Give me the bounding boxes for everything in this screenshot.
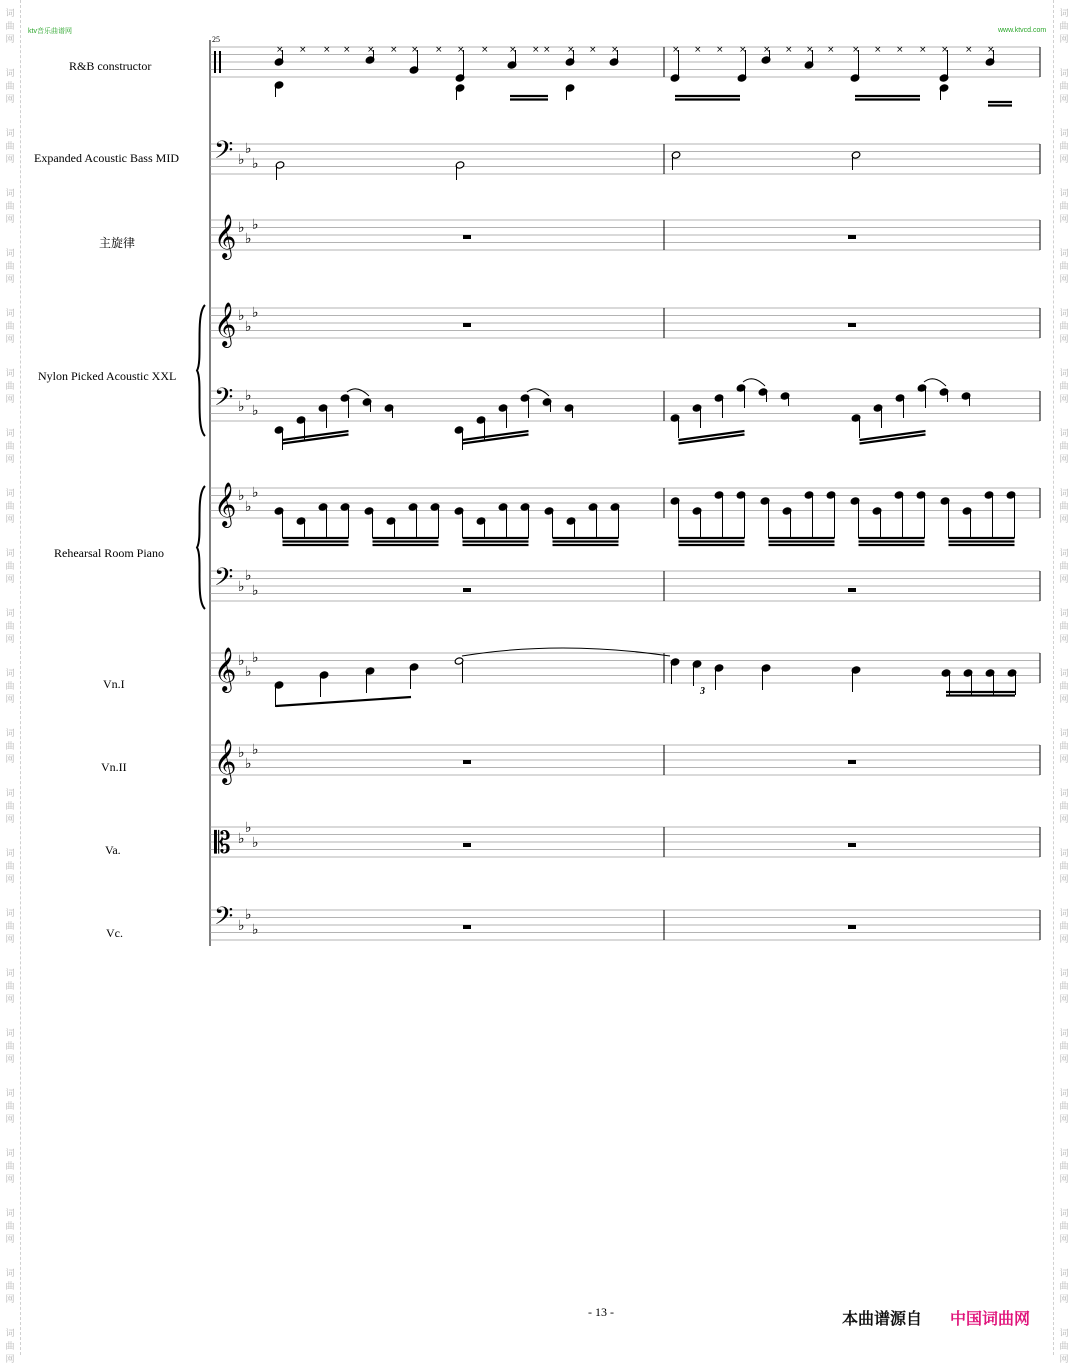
flat-icon: ♭ [238,831,245,847]
cross-notehead: × [435,45,443,55]
tie [924,379,946,386]
page-number: - 13 - [588,1305,614,1319]
watermark-text: 词 曲 网 [1059,309,1069,345]
flat-icon: ♭ [238,488,245,504]
header-left-link[interactable]: ktv音乐曲谱网 [28,28,72,35]
cross-notehead: × [919,45,927,55]
whole-rest [848,843,856,847]
cross-notehead: × [672,45,680,55]
clef-icon: 𝄞 [214,739,237,783]
watermark-text: 词 曲 网 [5,1029,15,1065]
watermark-text: 词 曲 网 [1059,129,1069,165]
flat-icon: ♭ [238,653,245,669]
flat-icon: ♭ [252,485,259,501]
cross-notehead: × [457,45,465,55]
clef-icon: 𝄡 [214,826,231,861]
flat-icon: ♭ [238,745,245,761]
whole-rest [463,925,471,929]
flat-icon: ♭ [252,583,259,599]
cross-notehead: × [874,45,882,55]
flat-icon: ♭ [245,907,252,923]
watermark-text: 词 曲 网 [1059,549,1069,585]
cross-notehead: × [509,45,517,55]
watermark-text: 词 曲 网 [1059,69,1069,105]
instrument-label-rnb: R&B constructor [69,59,152,73]
flat-icon: ♭ [245,820,252,836]
watermark-text: 词 曲 网 [1059,609,1069,645]
watermark-text: 词 曲 网 [5,549,15,585]
cross-notehead: × [896,45,904,55]
flat-icon: ♭ [252,742,259,758]
flat-icon: ♭ [245,499,252,515]
cross-notehead: × [987,45,995,55]
cross-notehead: × [543,45,551,55]
watermark-text: 词 曲 网 [1059,1029,1069,1065]
watermark-text: 词 曲 网 [1059,489,1069,525]
whole-rest [848,235,856,239]
whole-rest [848,323,856,327]
watermark-text: 词 曲 网 [5,1269,15,1305]
watermark-text: 词 曲 网 [1059,1329,1069,1365]
cross-notehead: × [481,45,489,55]
cross-notehead: × [367,45,375,55]
clef-icon: 𝄢 [214,136,234,171]
instrument-label-melody: 主旋律 [99,236,136,250]
watermark-text: 词 曲 网 [5,789,15,825]
clef-icon: 𝄢 [214,902,234,937]
cross-notehead: × [785,45,793,55]
instrument-label-vc: Vc. [106,926,123,940]
cross-notehead: × [276,45,284,55]
whole-rest [848,588,856,592]
watermark-text: 词 曲 网 [5,369,15,405]
cross-notehead: × [343,45,351,55]
notes [274,45,1017,929]
flat-icon: ♭ [238,579,245,595]
watermark-text: 词 曲 网 [1059,369,1069,405]
watermark-text: 词 曲 网 [1059,789,1069,825]
slur [462,648,670,656]
flat-icon: ♭ [252,156,259,172]
cross-notehead: × [941,45,949,55]
cross-notehead: × [611,45,619,55]
watermark-text: 词 曲 网 [5,9,15,45]
flat-icon: ♭ [245,141,252,157]
cross-notehead: × [299,45,307,55]
percussion-clef-icon [214,51,216,73]
cross-notehead: × [965,45,973,55]
header-right-link[interactable]: www.ktvcd.com [998,27,1047,34]
flat-icon: ♭ [245,756,252,772]
whole-rest [848,760,856,764]
flat-icon: ♭ [252,650,259,666]
watermark-text: 词 曲 网 [1059,909,1069,945]
watermark-text: 词 曲 网 [1059,669,1069,705]
whole-rest [463,235,471,239]
watermark-text: 词 曲 网 [5,1149,15,1185]
watermark-text: 词 曲 网 [1059,1269,1069,1305]
watermark-text: 词 曲 网 [1059,189,1069,225]
whole-rest [463,323,471,327]
watermark-text: 词 曲 网 [5,729,15,765]
tie [743,379,765,386]
measure-number: 25 [212,35,220,44]
watermark-text: 词 曲 网 [5,669,15,705]
flat-icon: ♭ [252,217,259,233]
watermark-text: 词 曲 网 [5,129,15,165]
cross-notehead: × [852,45,860,55]
cross-notehead: × [323,45,331,55]
watermark-text: 词 曲 网 [1059,249,1069,285]
tie [347,389,369,396]
watermark-text: 词 曲 网 [5,309,15,345]
cross-notehead: × [532,45,540,55]
instrument-label-va: Va. [105,843,121,857]
brace-piano [197,486,205,609]
watermark-text: 词 曲 网 [1059,1089,1069,1125]
cross-notehead: × [716,45,724,55]
watermark-text: 词 曲 网 [5,1209,15,1245]
watermark-text: 词 曲 网 [5,489,15,525]
footer-source-label: 本曲谱源自 [842,1309,923,1328]
flat-icon: ♭ [245,231,252,247]
clef-icon: 𝄢 [214,563,234,598]
flat-icon: ♭ [238,152,245,168]
clef-icon: 𝄞 [214,302,237,346]
instrument-label-bass: Expanded Acoustic Bass MID [34,151,179,165]
whole-rest [848,925,856,929]
watermark-text: 词 曲 网 [5,69,15,105]
watermark-text: 词 曲 网 [5,969,15,1005]
cross-notehead: × [694,45,702,55]
clef-icon: 𝄞 [214,647,237,691]
whole-rest [463,843,471,847]
cross-notehead: × [567,45,575,55]
percussion-clef-icon [219,51,221,73]
watermark-text: 词 曲 网 [1059,729,1069,765]
watermark-text: 词 曲 网 [5,189,15,225]
watermark-text: 词 曲 网 [1059,429,1069,465]
watermark-text: 词 曲 网 [5,249,15,285]
watermark-text: 词 曲 网 [5,429,15,465]
flat-icon: ♭ [238,399,245,415]
flat-icon: ♭ [245,319,252,335]
instrument-label-piano: Rehearsal Room Piano [54,546,164,560]
cross-notehead: × [390,45,398,55]
clef-icon: 𝄢 [214,383,234,418]
flat-icon: ♭ [238,308,245,324]
watermark-text: 词 曲 网 [1059,1149,1069,1185]
watermark-text: 词 曲 网 [1059,969,1069,1005]
tuplet-label: 3 [700,686,705,697]
watermark-text: 词 曲 网 [1059,1209,1069,1245]
flat-icon: ♭ [238,918,245,934]
instrument-label-vn2: Vn.II [101,760,127,774]
watermark-text: 词 曲 网 [5,609,15,645]
clef-icon: 𝄞 [214,482,237,526]
watermark-text: 词 曲 网 [5,849,15,885]
cross-notehead: × [763,45,771,55]
brace-nylon [197,305,205,436]
tie [527,389,549,396]
flat-icon: ♭ [252,305,259,321]
beam [276,697,411,706]
whole-rest [463,760,471,764]
flat-icon: ♭ [245,388,252,404]
staves [197,40,1040,946]
cross-notehead: × [827,45,835,55]
flat-icon: ♭ [238,220,245,236]
instrument-label-vn1: Vn.I [103,677,125,691]
flat-icon: ♭ [252,835,259,851]
watermark-text: 词 曲 网 [1059,849,1069,885]
flat-icon: ♭ [252,403,259,419]
whole-rest [463,588,471,592]
cross-notehead: × [411,45,419,55]
watermark-text: 词 曲 网 [5,909,15,945]
watermark-text: 词 曲 网 [5,1089,15,1125]
cross-notehead: × [806,45,814,55]
cross-notehead: × [589,45,597,55]
clef-icon: 𝄞 [214,214,237,258]
watermark-text: 词 曲 网 [1059,9,1069,45]
instrument-label-nylon: Nylon Picked Acoustic XXL [38,369,177,383]
flat-icon: ♭ [245,568,252,584]
footer-site-name[interactable]: 中国词曲网 [950,1309,1031,1328]
flat-icon: ♭ [252,922,259,938]
flat-icon: ♭ [245,664,252,680]
watermark-text: 词 曲 网 [5,1329,15,1365]
cross-notehead: × [739,45,747,55]
